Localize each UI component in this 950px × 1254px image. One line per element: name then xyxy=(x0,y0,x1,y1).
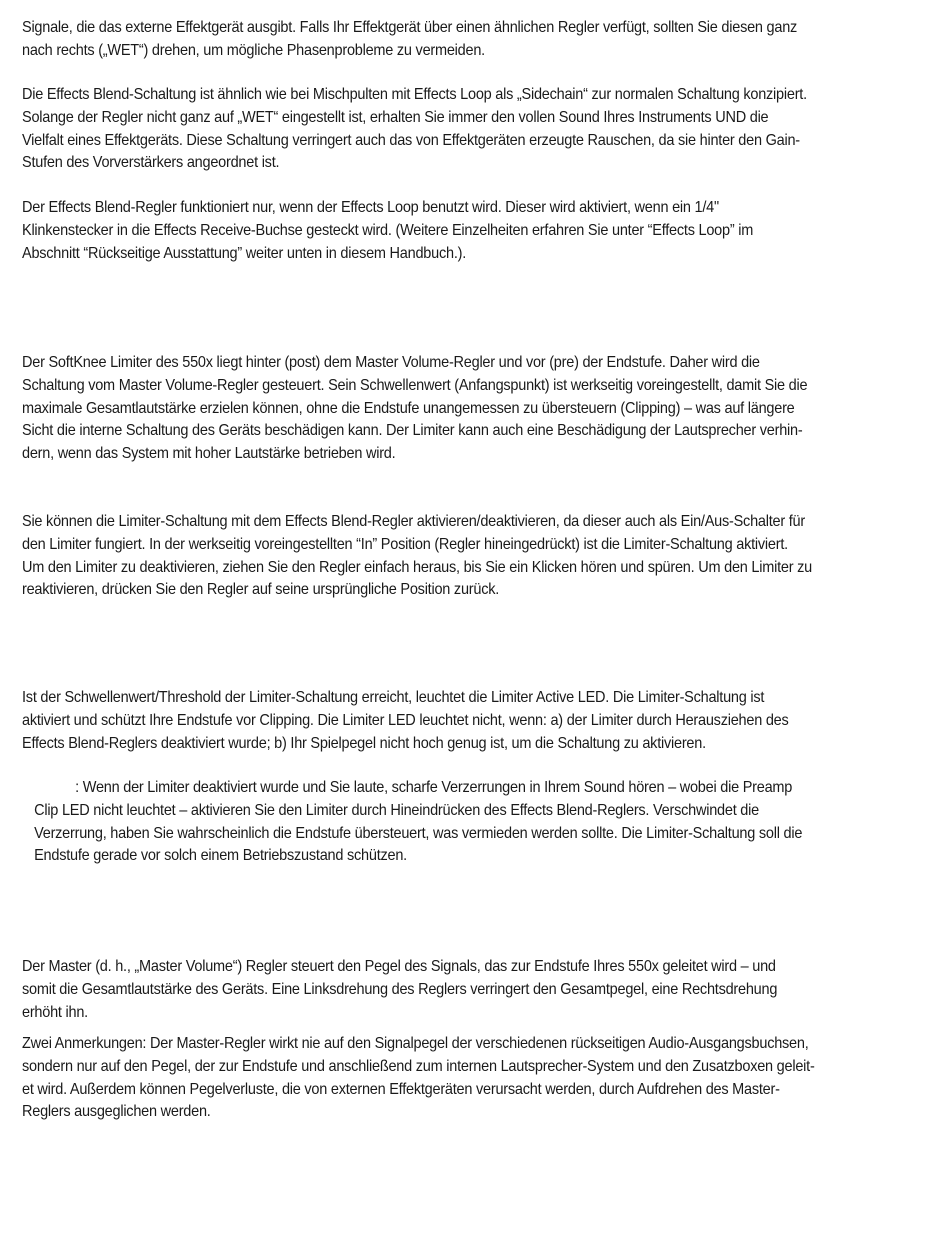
text-line: nach rechts („WET“) drehen, um mögliche Phasenprobleme zu vermeiden. xyxy=(22,41,485,59)
text-line: Sie können die Limiter-Schaltung mit dem Effects Blend-Regler aktivieren/deaktivieren, da dieser auch als Ein/Aus-Schalter für xyxy=(22,513,805,530)
text-line: Um den Limiter zu deaktivieren, ziehen Sie den Regler einfach heraus, bis Sie ein Klicken hören und spüren. Um den Limiter zu xyxy=(22,558,812,576)
paragraph-master-volume xyxy=(22,956,870,1024)
text-line: Solange der Regler nicht ganz auf „WET“ eingestellt ist, erhalten Sie immer den vollen Sound Ihres Instruments UND die xyxy=(22,108,769,126)
paragraph-limiter-switch xyxy=(22,511,870,602)
text-line: Clip LED nicht leuchtet – aktivieren Sie den Limiter durch Hineindrücken des Effects Blend-Reglers. Verschwindet die xyxy=(34,801,759,819)
paragraph-softknee-limiter xyxy=(22,352,870,466)
text-line: sondern nur auf den Pegel, der zur Endstufe und anschließend zum internen Lautsprecher-System und den Zusatzboxen geleit- xyxy=(22,1057,815,1075)
text-line: Stufen des Vorverstärkers angeordnet ist. xyxy=(22,154,280,172)
paragraph-effects-blend-loop xyxy=(22,197,870,265)
paragraph-effects-blend-sidechain xyxy=(22,84,870,175)
text-line: den Limiter fungiert. In der werkseitig voreingestellten “In” Position (Regler hineingedrückt) ist die Limiter-Schaltung aktiviert. xyxy=(22,535,788,553)
text-line: Der SoftKnee Limiter des 550x liegt hinter (post) dem Master Volume-Regler und vor (pre) der Endstufe. Daher wird die xyxy=(22,354,760,371)
text-line: aktiviert und schützt Ihre Endstufe vor Clipping. Die Limiter LED leuchtet nicht, wenn: a) der Limiter durch Herausziehen des xyxy=(22,711,789,729)
text-line: Klinkenstecker in die Effects Receive-Buchse gesteckt wird. (Weitere Einzelheiten erfahren Sie unter “Effects Loop” im xyxy=(22,221,754,239)
text-line: Signale, die das externe Effektgerät ausgibt. Falls Ihr Effektgerät über einen ähnlichen Regler verfügt, sollten Sie diesen ganz xyxy=(22,19,798,36)
text-line: Vielfalt eines Effektgeräts. Diese Schaltung verringert auch das von Effektgeräten erzeugte Rauschen, da sie hinter den Gain- xyxy=(22,131,800,149)
text-line: Der Effects Blend-Regler funktioniert nur, wenn der Effects Loop benutzt wird. Dieser wird aktiviert, wenn ein 1/4" xyxy=(22,199,719,216)
text-line: Die Effects Blend-Schaltung ist ähnlich wie bei Mischpulten mit Effects Loop als „Sidechain“ zur normalen Schaltung konzipiert. xyxy=(22,86,807,103)
text-line: erhöht ihn. xyxy=(22,1003,88,1021)
text-line: Abschnitt “Rückseitige Ausstattung” weiter unten in diesem Handbuch.). xyxy=(22,244,467,262)
text-line: Effects Blend-Reglers deaktiviert wurde; b) Ihr Spielpegel nicht hoch genug ist, um die Schaltung zu aktivieren. xyxy=(22,734,706,752)
text-line: Reglers ausgeglichen werden. xyxy=(22,1103,211,1121)
text-line: Verzerrung, haben Sie wahrscheinlich die Endstufe übersteuert, was vermieden werden sollte. Die Limiter-Schaltung soll die xyxy=(34,824,803,842)
text-line: et wird. Außerdem können Pegelverluste, die von externen Effektgeräten verursacht werden, durch Aufdrehen des Master- xyxy=(22,1080,780,1098)
text-line: : Wenn der Limiter deaktiviert wurde und Sie laute, scharfe Verzerrungen in Ihrem Sound hören – wobei die Preamp xyxy=(22,779,793,796)
text-line: reaktivieren, drücken Sie den Regler auf seine ursprüngliche Position zurück. xyxy=(22,581,500,599)
text-line: Endstufe gerade vor solch einem Betriebszustand schützen. xyxy=(34,847,407,865)
paragraph-limiter-note xyxy=(22,777,859,868)
paragraph-limiter-led xyxy=(22,687,870,755)
text-line: somit die Gesamtlautstärke des Geräts. Eine Linksdrehung des Reglers verringert den Gesamtpegel, eine Rechtsdrehung xyxy=(22,980,778,998)
text-line: maximale Gesamtlautstärke erzielen können, ohne die Endstufe unangemessen zu übersteuern (Clipping) – was auf längere xyxy=(22,399,795,417)
text-line: Der Master (d. h., „Master Volume“) Regler steuert den Pegel des Signals, das zur Endstufe Ihres 550x geleitet wird – und xyxy=(22,958,776,975)
text-line: Schaltung vom Master Volume-Regler gesteuert. Sein Schwellenwert (Anfangspunkt) ist werkseitig voreingestellt, damit Sie die xyxy=(22,376,808,394)
text-line: Zwei Anmerkungen: Der Master-Regler wirkt nie auf den Signalpegel der verschiedenen rückseitigen Audio-Ausgangsbuchsen, xyxy=(22,1035,809,1052)
text-line: Ist der Schwellenwert/Threshold der Limiter-Schaltung erreicht, leuchtet die Limiter Active LED. Die Limiter-Schaltung ist xyxy=(22,689,765,706)
paragraph-master-notes xyxy=(22,1033,870,1124)
paragraph-effects-blend-wet xyxy=(22,17,870,63)
text-line: dern, wenn das System mit hoher Lautstärke betrieben wird. xyxy=(22,445,396,463)
text-line: Sicht die interne Schaltung des Geräts beschädigen kann. Der Limiter kann auch eine Beschädigung der Lautsprecher verhin- xyxy=(22,422,803,440)
